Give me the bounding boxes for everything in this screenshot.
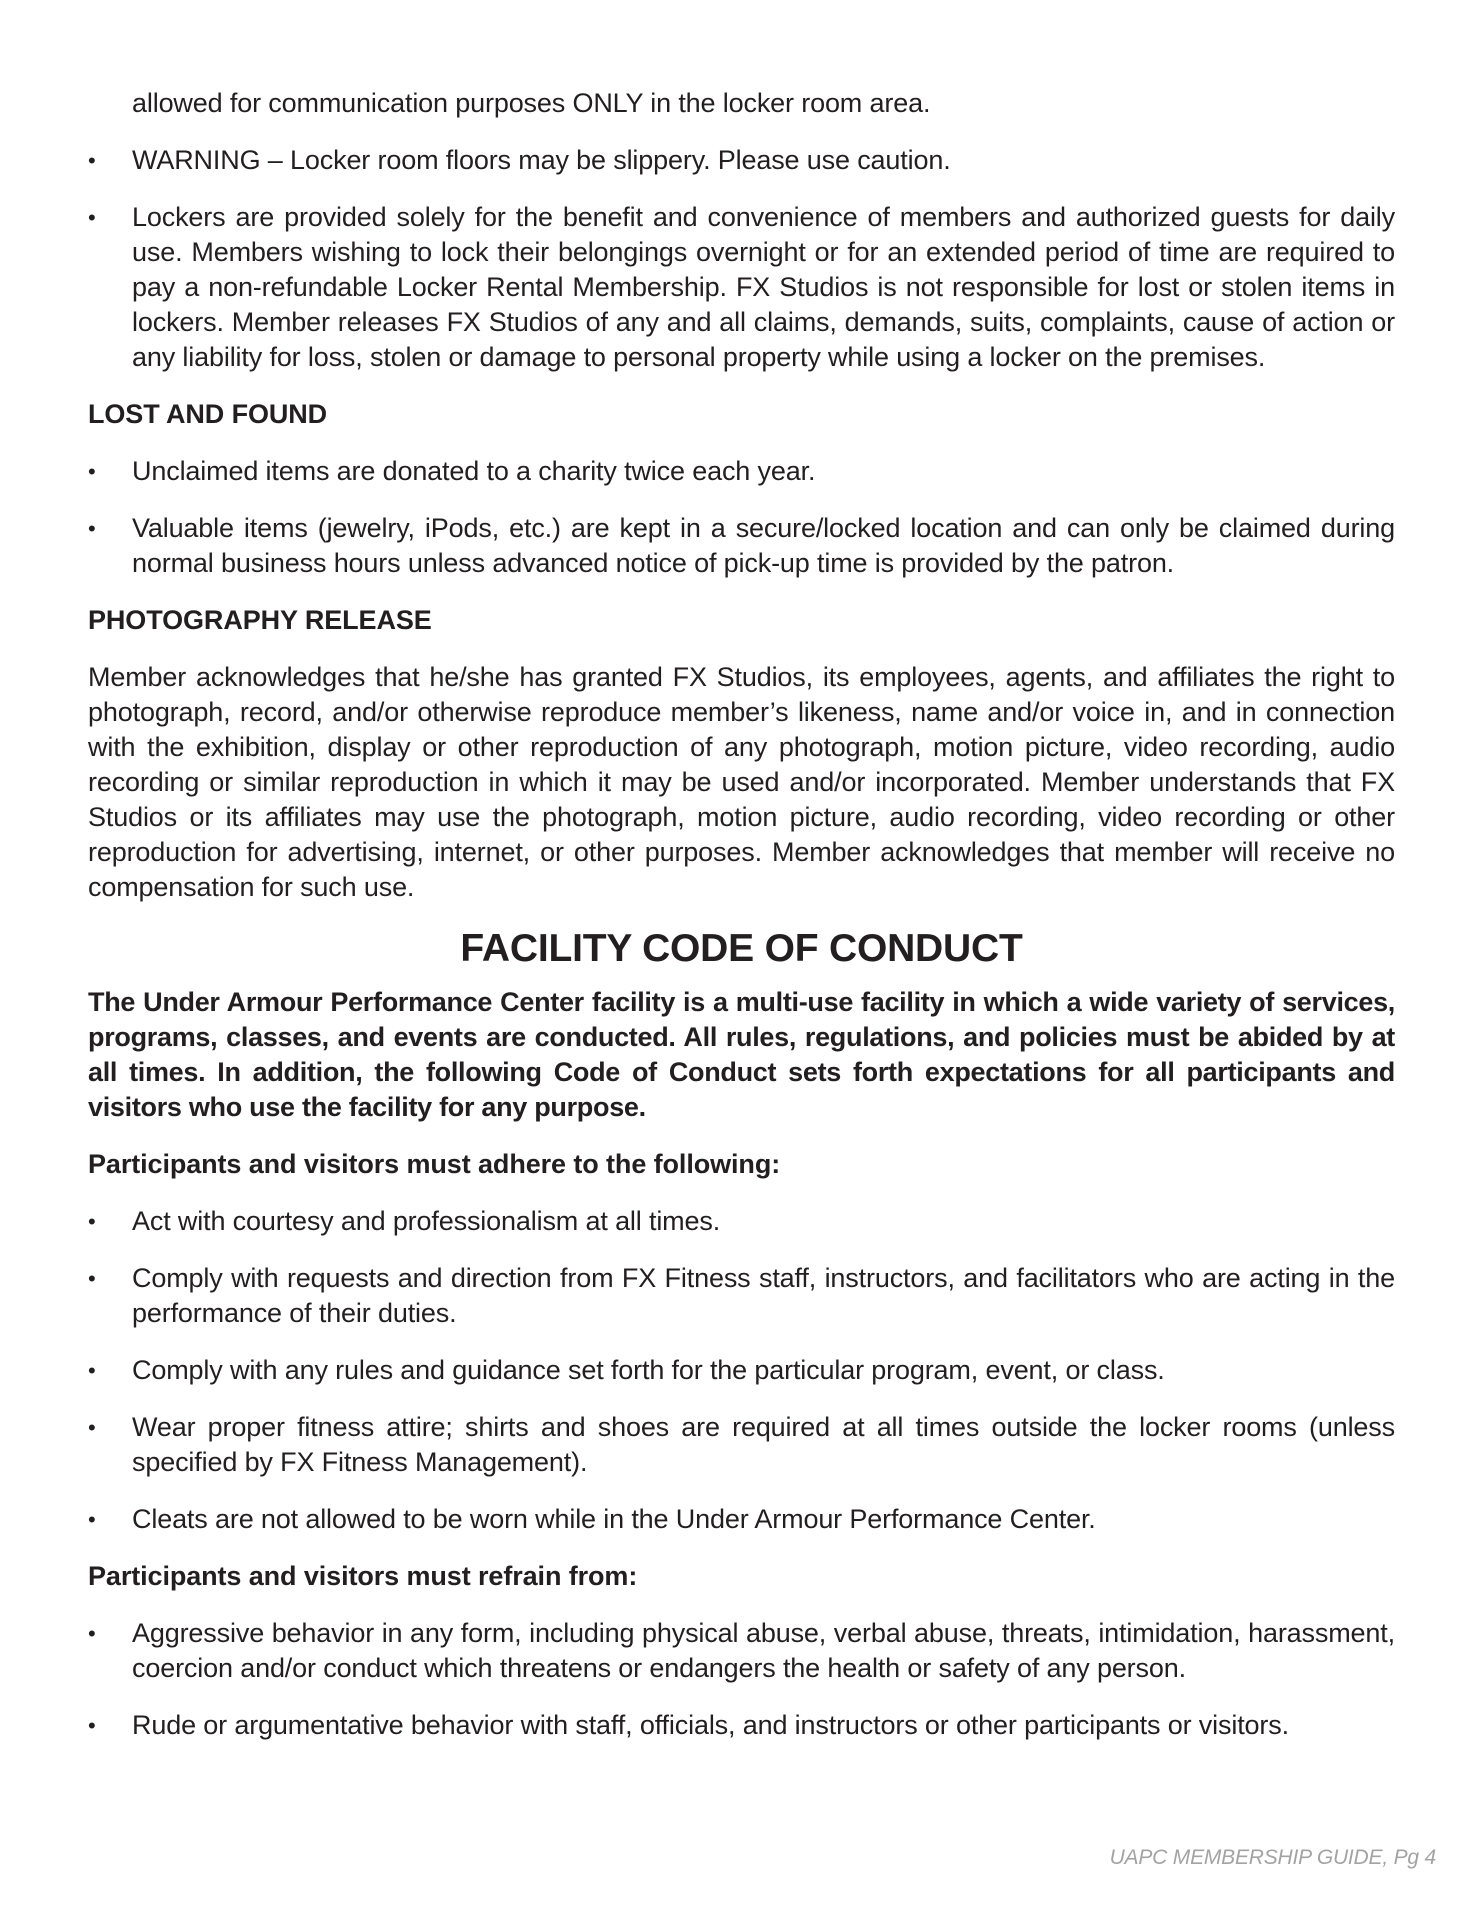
list-item-text: Cleats are not allowed to be worn while in the Under Armour Performance Center. bbox=[132, 1504, 1096, 1534]
list-item-text: Comply with requests and direction from FX Fitness staff, instructors, and facilitators who are acting in the performance of their duties. bbox=[132, 1263, 1395, 1328]
list-item bbox=[88, 511, 1395, 581]
list-item bbox=[88, 1502, 1395, 1537]
code-of-conduct-section bbox=[88, 927, 1395, 1743]
section-heading: PHOTOGRAPHY RELEASE bbox=[88, 605, 432, 635]
subheading-refrain: Participants and visitors must refrain from: bbox=[88, 1561, 638, 1591]
bullet-icon: • bbox=[88, 1266, 96, 1291]
list-item bbox=[88, 1410, 1395, 1480]
list-item-text: Comply with any rules and guidance set forth for the particular program, event, or class. bbox=[132, 1355, 1165, 1385]
bullet-icon: • bbox=[88, 205, 96, 230]
list-item bbox=[88, 454, 1395, 489]
page-title: FACILITY CODE OF CONDUCT bbox=[460, 927, 1023, 970]
list-item-text: Act with courtesy and professionalism at all times. bbox=[132, 1206, 721, 1236]
document-page bbox=[88, 86, 1395, 1765]
list-item-text: Valuable items (jewelry, iPods, etc.) are kept in a secure/locked location and can only be claimed during normal business hours unless advanced notice of pick-up time is provided by the patron. bbox=[132, 513, 1395, 578]
section-heading: LOST AND FOUND bbox=[88, 399, 328, 429]
bullet-icon: • bbox=[88, 1507, 96, 1532]
list-item-text: Aggressive behavior in any form, including physical abuse, verbal abuse, threats, intimidation, harassment, coercion and/or conduct which threatens or endangers the health or safety of any person. bbox=[132, 1618, 1395, 1683]
bullet-icon: • bbox=[88, 148, 96, 173]
lost-and-found-section bbox=[88, 397, 1395, 581]
bullet-icon: • bbox=[88, 1415, 96, 1440]
subheading-adhere: Participants and visitors must adhere to the following: bbox=[88, 1149, 781, 1179]
list-item-text: Unclaimed items are donated to a charity twice each year. bbox=[132, 456, 816, 486]
locker-rules-section bbox=[88, 86, 1395, 375]
page-footer: UAPC MEMBERSHIP GUIDE, Pg 4 bbox=[1109, 1846, 1436, 1869]
intro-paragraph: The Under Armour Performance Center facility is a multi-use facility in which a wide variety of services, programs, classes, and events are conducted. All rules, regulations, and policies must be abided by at all times. In addition, the following Code of Conduct sets forth expectations for all participants and visitors who use the facility for any purpose. bbox=[88, 987, 1395, 1122]
list-item bbox=[88, 143, 1395, 178]
list-item bbox=[88, 1353, 1395, 1388]
list-item bbox=[88, 1261, 1395, 1331]
bullet-icon: • bbox=[88, 1209, 96, 1234]
list-item-text: Wear proper fitness attire; shirts and shoes are required at all times outside the locker rooms (unless specified by FX Fitness Management). bbox=[132, 1412, 1395, 1477]
bullet-icon: • bbox=[88, 1358, 96, 1383]
list-item bbox=[88, 1204, 1395, 1239]
photography-release-section bbox=[88, 603, 1395, 905]
list-item bbox=[88, 1708, 1395, 1743]
continuation-text: allowed for communication purposes ONLY in the locker room area. bbox=[132, 88, 931, 118]
bullet-icon: • bbox=[88, 516, 96, 541]
paragraph: Member acknowledges that he/she has granted FX Studios, its employees, agents, and affiliates the right to photograph, record, and/or otherwise reproduce member’s likeness, name and/or voice in, and in connection with the exhibition, display or other reproduction of any photograph, motion picture, video recording, audio recording or similar reproduction in which it may be used and/or incorporated. Member understands that FX Studios or its affiliates may use the photograph, motion picture, audio recording, video recording or other reproduction for advertising, internet, or other purposes. Member acknowledges that member will receive no compensation for such use. bbox=[88, 662, 1395, 902]
bullet-icon: • bbox=[88, 1621, 96, 1646]
list-item bbox=[88, 1616, 1395, 1686]
bullet-icon: • bbox=[88, 459, 96, 484]
list-item-text: Lockers are provided solely for the benefit and convenience of members and authorized guests for daily use. Members wishing to lock their belongings overnight or for an extended period of time are required to pay a non-refundable Locker Rental Membership. FX Studios is not responsible for lost or stolen items in lockers. Member releases FX Studios of any and all claims, demands, suits, complaints, cause of action or any liability for loss, stolen or damage to personal property while using a locker on the premises. bbox=[132, 202, 1395, 372]
list-item-text: Rude or argumentative behavior with staff, officials, and instructors or other participants or visitors. bbox=[132, 1710, 1289, 1740]
list-item-text: WARNING – Locker room floors may be slippery. Please use caution. bbox=[132, 145, 951, 175]
bullet-icon: • bbox=[88, 1713, 96, 1738]
list-item bbox=[88, 200, 1395, 375]
